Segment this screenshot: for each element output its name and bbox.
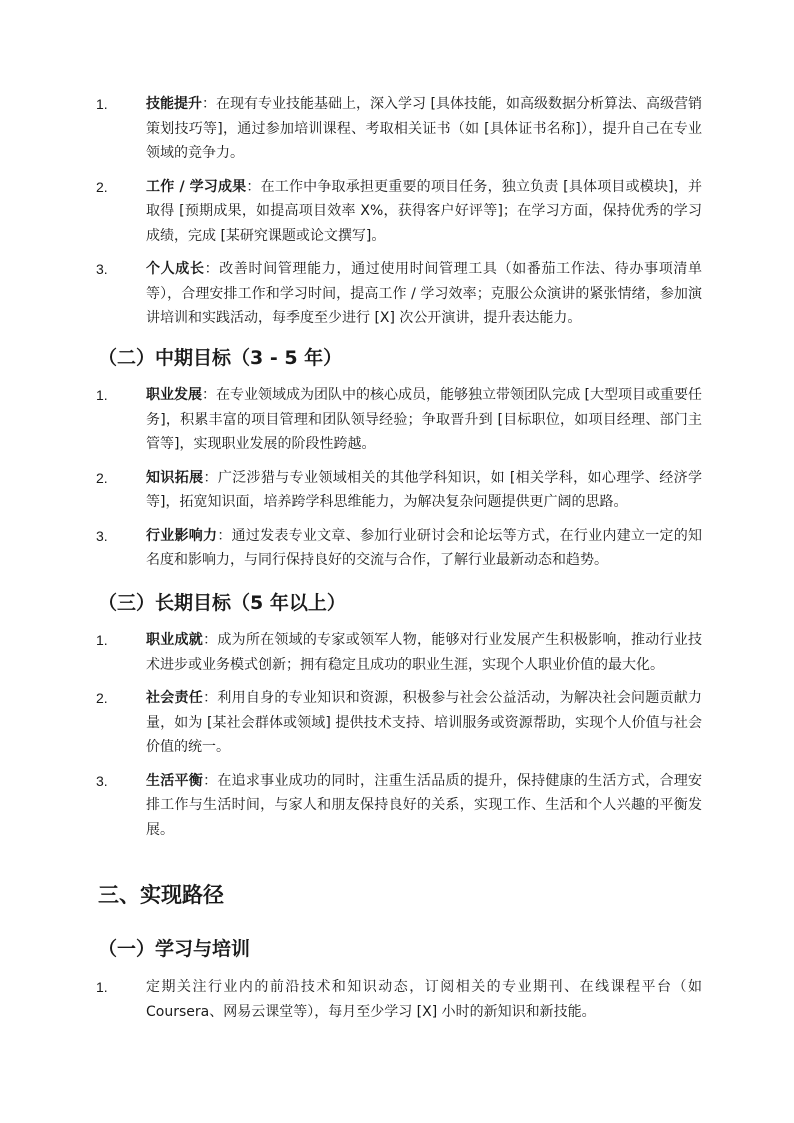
item-number: 3. bbox=[96, 772, 108, 789]
list-item bbox=[0, 686, 794, 760]
item-title: 职业成就 bbox=[146, 632, 204, 648]
item-title: 知识拓展 bbox=[146, 469, 204, 486]
item-body: ：广泛涉猎与专业领域相关的其他学科知识，如 [相关学科，如心理学、经济学等]，拓宽知识面，培养跨学科思维能力，为解决复杂问题提供更广阔的思路。 bbox=[146, 469, 702, 510]
item-number: 3. bbox=[96, 261, 108, 277]
item-number: 2. bbox=[96, 690, 108, 706]
item-body: ：成为所在领域的专家或领军人物，能够对行业发展产生积极影响，推动行业技术进步或业务模式创新；拥有稳定且成功的职业生涯，实现个人职业价值的最大化。 bbox=[146, 632, 703, 673]
item-body: ：在现有专业技能基础上，深入学习 [具体技能，如高级数据分析算法、高级营销策划技巧等]，通过参加培训课程、考取相关证书（如 [具体证书名称]），提升自己在专业领域的竞争力。 bbox=[146, 96, 702, 161]
item-title: 行业影响力 bbox=[146, 527, 218, 544]
section-heading: 三、实现路径 bbox=[98, 883, 224, 907]
item-body: 定期关注行业内的前沿技术和知识动态，订阅相关的专业期刊、在线课程平台（如 Coursera、网易云课堂等），每月至少学习 [X] 小时的新知识和新技能。 bbox=[146, 979, 702, 1020]
mid-term-goals-list bbox=[0, 383, 794, 582]
item-title: 职业发展 bbox=[146, 387, 203, 403]
list-item bbox=[0, 175, 794, 249]
mid-term-heading: （二）中期目标（3 - 5 年） bbox=[98, 347, 343, 369]
item-body: ：通过发表专业文章、参加行业研讨会和论坛等方式，在行业内建立一定的知名度和影响力，与同行保持良好的交流与合作，了解行业最新动态和趋势。 bbox=[146, 527, 703, 568]
list-item bbox=[0, 383, 794, 457]
list-item bbox=[0, 975, 794, 1024]
list-item bbox=[0, 628, 794, 677]
item-body: ：改善时间管理能力，通过使用时间管理工具（如番茄工作法、待办事项清单等），合理安排工作和学习时间，提高工作 / 学习效率；克服公众演讲的紧张情绪，参加演讲培训和实践活动，每季度至少进行 [X] 次公开演讲，提升表达能力。 bbox=[146, 261, 703, 326]
item-title: 工作 / 学习成果 bbox=[146, 178, 247, 195]
item-number: 2. bbox=[96, 178, 108, 195]
list-item bbox=[0, 466, 794, 515]
list-item bbox=[0, 769, 794, 843]
short-term-goals-list bbox=[0, 92, 794, 340]
list-item bbox=[0, 524, 794, 573]
item-number: 3. bbox=[96, 527, 108, 544]
item-title: 个人成长 bbox=[146, 261, 205, 277]
item-number: 1. bbox=[96, 387, 108, 403]
item-body: ：在工作中争取承担更重要的项目任务，独立负责 [具体项目或模块]，并取得 [预期成果，如提高项目效率 X%，获得客户好评等]；在学习方面，保持优秀的学习成绩，完成 [某研究课题或论文撰写]。 bbox=[146, 178, 702, 244]
long-term-goals-list bbox=[0, 628, 794, 851]
item-title: 技能提升 bbox=[146, 96, 203, 112]
long-term-heading: （三）长期目标（5 年以上） bbox=[98, 592, 346, 614]
item-number: 2. bbox=[96, 469, 108, 486]
learning-training-heading: （一）学习与培训 bbox=[98, 938, 251, 960]
item-number: 1. bbox=[96, 96, 108, 112]
list-item bbox=[0, 92, 794, 166]
item-title: 生活平衡 bbox=[146, 772, 204, 789]
item-body: ：在追求事业成功的同时，注重生活品质的提升，保持健康的生活方式，合理安排工作与生活时间，与家人和朋友保持良好的关系，实现工作、生活和个人兴趣的平衡发展。 bbox=[146, 772, 703, 838]
item-number: 1. bbox=[96, 632, 108, 648]
item-body: ：利用自身的专业知识和资源，积极参与社会公益活动，为解决社会问题贡献力量，如为 [某社会群体或领域] 提供技术支持、培训服务或资源帮助，实现个人价值与社会价值的统一。 bbox=[146, 690, 703, 755]
learning-training-list bbox=[0, 975, 794, 1033]
item-number: 1. bbox=[96, 979, 108, 995]
item-body: ：在专业领域成为团队中的核心成员，能够独立带领团队完成 [大型项目或重要任务]，积累丰富的项目管理和团队领导经验；争取晋升到 [目标职位，如项目经理、部门主管等]，实现职业发展的阶段性跨越。 bbox=[146, 387, 702, 452]
list-item bbox=[0, 257, 794, 331]
item-title: 社会责任 bbox=[146, 690, 204, 706]
